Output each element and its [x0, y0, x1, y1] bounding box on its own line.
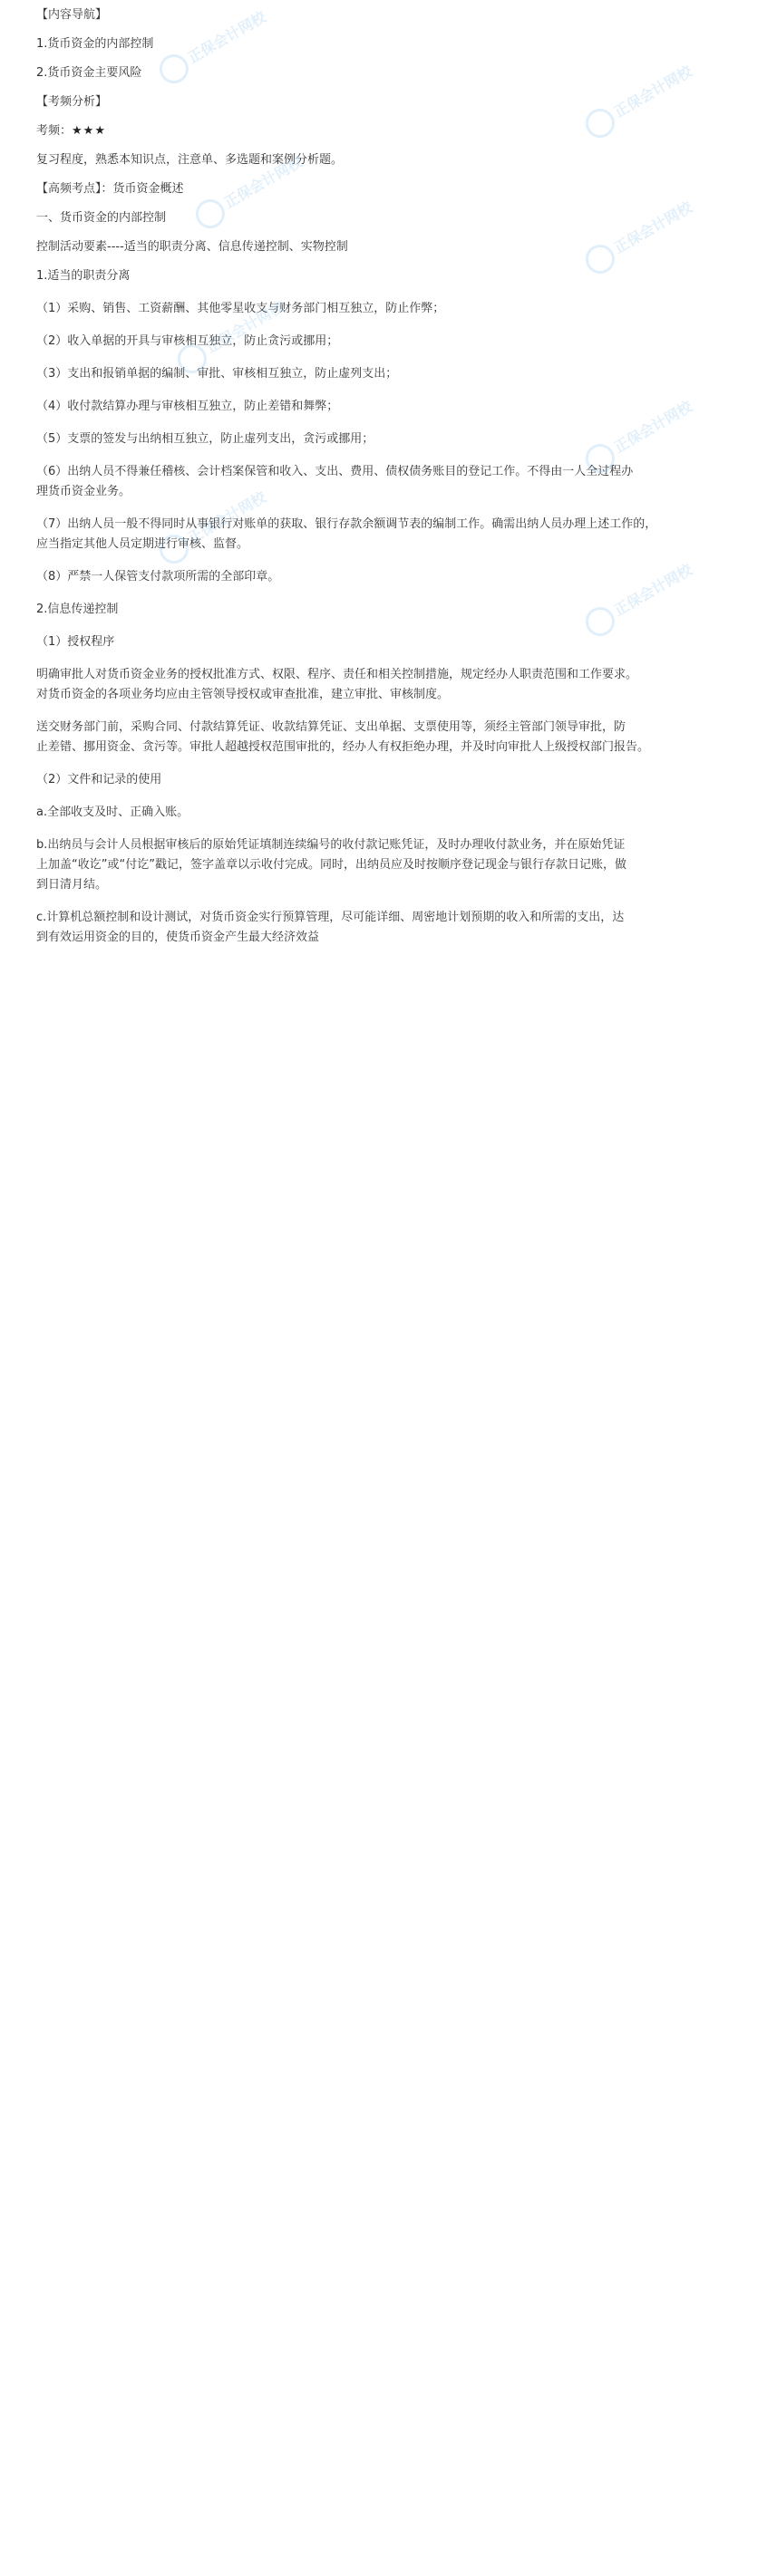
documents-item-a: a.全部收支及时、正确入账。: [36, 806, 189, 819]
nav-item-1: 1.货币资金的内部控制: [36, 37, 154, 51]
documents-item-c-line-2: 到有效运用资金的目的，使货币资金产生最大经济效益: [36, 931, 320, 944]
duty-item-7: [36, 515, 745, 555]
authorization-para-1: [36, 665, 745, 705]
heading-info-transfer: 2.信息传递控制: [36, 603, 119, 616]
duty-item-6-line-1: （6）出纳人员不得兼任稽核、会计档案保管和收入、支出、费用、债权债务账目的登记工作。不得由一人全过程办: [36, 465, 634, 478]
documents-item-c-line-1: c.计算机总额控制和设计测试，对货币资金实行预算管理，尽可能详细、周密地计划预期的收入和所需的支出，达: [36, 911, 625, 924]
duty-item-7-line-2: 应当指定其他人员定期进行审核、监督。: [36, 537, 249, 551]
watermark-text: 正保会计网校: [184, 487, 269, 547]
frequency-label: 考频：: [36, 124, 73, 138]
section-frequency-heading: 【考频分析】: [36, 95, 108, 109]
duty-item-6: [36, 462, 745, 502]
documents-item-b: [36, 835, 745, 895]
duty-item-4: （4）收付款结算办理与审核相互独立，防止差错和舞弊；: [36, 400, 339, 413]
authorization-para-2: [36, 718, 745, 757]
authorization-para-2-line-2: 止差错、挪用资金、贪污等。审批人超越授权范围审批的，经办人有权拒绝办理，并及时向审批人上级授权部门报告。: [36, 740, 650, 754]
duty-item-8: （8）严禁一人保管支付款项所需的全部印章。: [36, 570, 280, 584]
authorization-para-2-line-1: 送交财务部门前，采购合同、付款结算凭证、收款结算凭证、支出单据、支票使用等，须经主管部门领导审批，防: [36, 720, 626, 734]
authorization-para-1-line-2: 对货币资金的各项业务均应由主管领导授权或审查批准，建立审批、审核制度。: [36, 688, 450, 701]
documents-item-c: [36, 908, 745, 948]
control-elements: 控制活动要素----适当的职责分离、信息传递控制、实物控制: [36, 240, 348, 254]
frequency-stars: ★★★: [72, 124, 106, 138]
documents-item-b-line-2: 上加盖“收讫”或“付讫”戳记，签字盖章以示收付完成。同时，出纳员应及时按顺序登记现金与银行存款日记账，做: [36, 858, 626, 872]
duty-item-2: （2）收入单据的开具与审核相互独立，防止贪污或挪用；: [36, 334, 339, 348]
watermark-text: 正保会计网校: [184, 7, 269, 67]
documents-item-b-line-3: 到日清月结。: [36, 878, 108, 892]
duty-item-6-line-2: 理货币资金业务。: [36, 485, 131, 498]
section-topic-heading: 【高频考点】：货币资金概述: [36, 182, 184, 196]
documents-item-b-line-1: b.出纳员与会计人员根据审核后的原始凭证填制连续编号的收付款记账凭证，及时办理收付款业务，并在原始凭证: [36, 838, 626, 852]
watermark-text: 正保会计网校: [610, 198, 695, 257]
heading-duty-separation: 1.适当的职责分离: [36, 269, 131, 283]
frequency-line: [36, 121, 745, 141]
section-nav-heading: 【内容导航】: [36, 8, 108, 22]
duty-item-5: （5）支票的签发与出纳相互独立，防止虚列支出，贪污或挪用；: [36, 432, 374, 446]
heading-part-1: 一、货币资金的内部控制: [36, 211, 167, 225]
watermark-text: 正保会计网校: [202, 297, 287, 357]
nav-item-2: 2.货币资金主要风险: [36, 66, 142, 80]
watermark-text: 正保会计网校: [610, 560, 695, 620]
heading-authorization: （1）授权程序: [36, 635, 115, 649]
watermark-text: 正保会计网校: [610, 397, 695, 457]
heading-documents: （2）文件和记录的使用: [36, 773, 162, 786]
watermark-text: 正保会计网校: [220, 152, 306, 212]
duty-item-1: （1）采购、销售、工资薪酬、其他零星收支与财务部门相互独立，防止作弊；: [36, 302, 445, 315]
authorization-para-1-line-1: 明确审批人对货币资金业务的授权批准方式、权限、程序、责任和相关控制措施，规定经办人职责范围和工作要求。: [36, 668, 638, 681]
review-level: 复习程度，熟悉本知识点，注意单、多选题和案例分析题。: [36, 153, 344, 167]
watermark-text: 正保会计网校: [610, 62, 695, 121]
duty-item-3: （3）支出和报销单据的编制、审批、审核相互独立，防止虚列支出；: [36, 367, 398, 381]
duty-item-7-line-1: （7）出纳人员一般不得同时从事银行对账单的获取、银行存款余额调节表的编制工作。确需出纳人员办理上述工作的，: [36, 517, 657, 531]
